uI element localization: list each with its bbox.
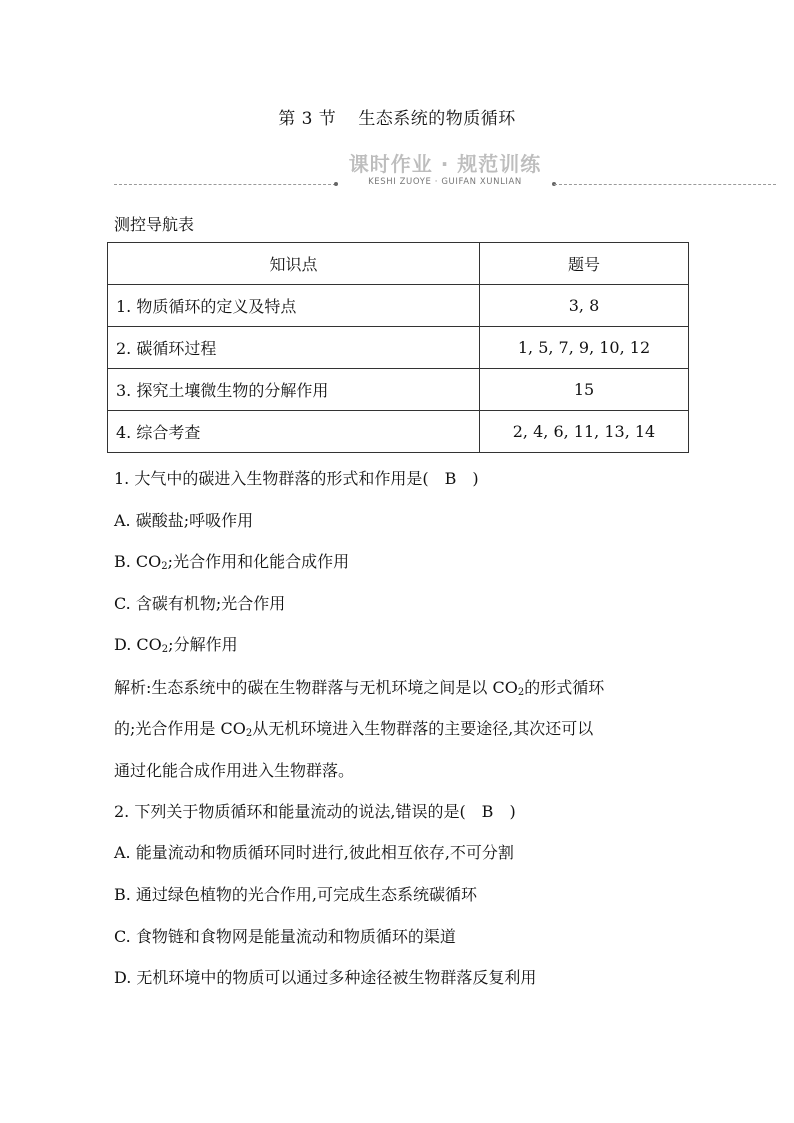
table-header-row bbox=[108, 243, 689, 285]
subscript: 2 bbox=[161, 644, 169, 655]
banner-divider-left bbox=[114, 184, 336, 185]
table-row bbox=[108, 285, 689, 327]
subscript: 2 bbox=[517, 687, 525, 698]
subscript: 2 bbox=[161, 561, 168, 572]
q1-explanation-line-1 bbox=[114, 675, 604, 698]
q1-option-d-text-end: ;分解作用 bbox=[168, 635, 238, 654]
q1-option-b-text-end: ;光合作用和化能合成作用 bbox=[167, 552, 350, 571]
q1-option-b-text: B. CO bbox=[114, 552, 162, 571]
q1-option-d bbox=[114, 632, 238, 655]
knowledge-point-cell: 4. 综合考查 bbox=[108, 411, 480, 453]
nav-table-label: 测控导航表 bbox=[114, 215, 195, 234]
q1-option-d-text: D. CO bbox=[114, 635, 162, 654]
q1-stem: 1. 大气中的碳进入生物群落的形式和作用是( B ) bbox=[114, 469, 479, 488]
banner-divider-right bbox=[554, 184, 776, 185]
section-number: 第 3 节 bbox=[278, 109, 337, 129]
banner-sub-text: KESHI ZUOYE · GUIFAN XUNLIAN bbox=[368, 177, 522, 187]
question-numbers-cell: 15 bbox=[480, 369, 689, 411]
navigation-table bbox=[107, 242, 689, 453]
question-numbers-cell: 2, 4, 6, 11, 13, 14 bbox=[480, 411, 689, 453]
explanation-text: 的;光合作用是 CO bbox=[114, 719, 246, 738]
q2-stem: 2. 下列关于物质循环和能量流动的说法,错误的是( B ) bbox=[114, 802, 516, 821]
question-numbers-cell: 1, 5, 7, 9, 10, 12 bbox=[480, 327, 689, 369]
homework-banner bbox=[114, 146, 776, 192]
explanation-text-end: 从无机环境进入生物群落的主要途径,其次还可以 bbox=[252, 719, 594, 738]
q2-option-d: D. 无机环境中的物质可以通过多种途径被生物群落反复利用 bbox=[114, 968, 537, 987]
banner-main-text: 课时作业 · 规范训练 bbox=[348, 152, 542, 176]
question-numbers-cell: 3, 8 bbox=[480, 285, 689, 327]
q1-option-b bbox=[114, 549, 349, 572]
table-row bbox=[108, 327, 689, 369]
q1-explanation-line-2 bbox=[114, 716, 593, 739]
knowledge-point-cell: 1. 物质循环的定义及特点 bbox=[108, 285, 480, 327]
q2-option-a: A. 能量流动和物质循环同时进行,彼此相互依存,不可分割 bbox=[114, 843, 514, 862]
knowledge-point-cell: 3. 探究土壤微生物的分解作用 bbox=[108, 369, 480, 411]
explanation-text: 解析:生态系统中的碳在生物群落与无机环境之间是以 CO bbox=[114, 678, 518, 697]
knowledge-point-cell: 2. 碳循环过程 bbox=[108, 327, 480, 369]
section-title: 生态系统的物质循环 bbox=[358, 109, 516, 129]
header-question-numbers: 题号 bbox=[480, 243, 689, 285]
table-row bbox=[108, 411, 689, 453]
header-knowledge-point: 知识点 bbox=[108, 243, 480, 285]
table-row bbox=[108, 369, 689, 411]
q1-explanation-line-3: 通过化能合成作用进入生物群落。 bbox=[114, 761, 355, 780]
q2-option-c: C. 食物链和食物网是能量流动和物质循环的渠道 bbox=[114, 927, 456, 946]
page-title bbox=[0, 104, 794, 129]
subscript: 2 bbox=[245, 728, 253, 739]
explanation-text-end: 的形式循环 bbox=[524, 678, 605, 697]
q1-option-a: A. 碳酸盐;呼吸作用 bbox=[114, 511, 254, 530]
q1-option-c: C. 含碳有机物;光合作用 bbox=[114, 594, 286, 613]
q2-option-b: B. 通过绿色植物的光合作用,可完成生态系统碳循环 bbox=[114, 885, 478, 904]
